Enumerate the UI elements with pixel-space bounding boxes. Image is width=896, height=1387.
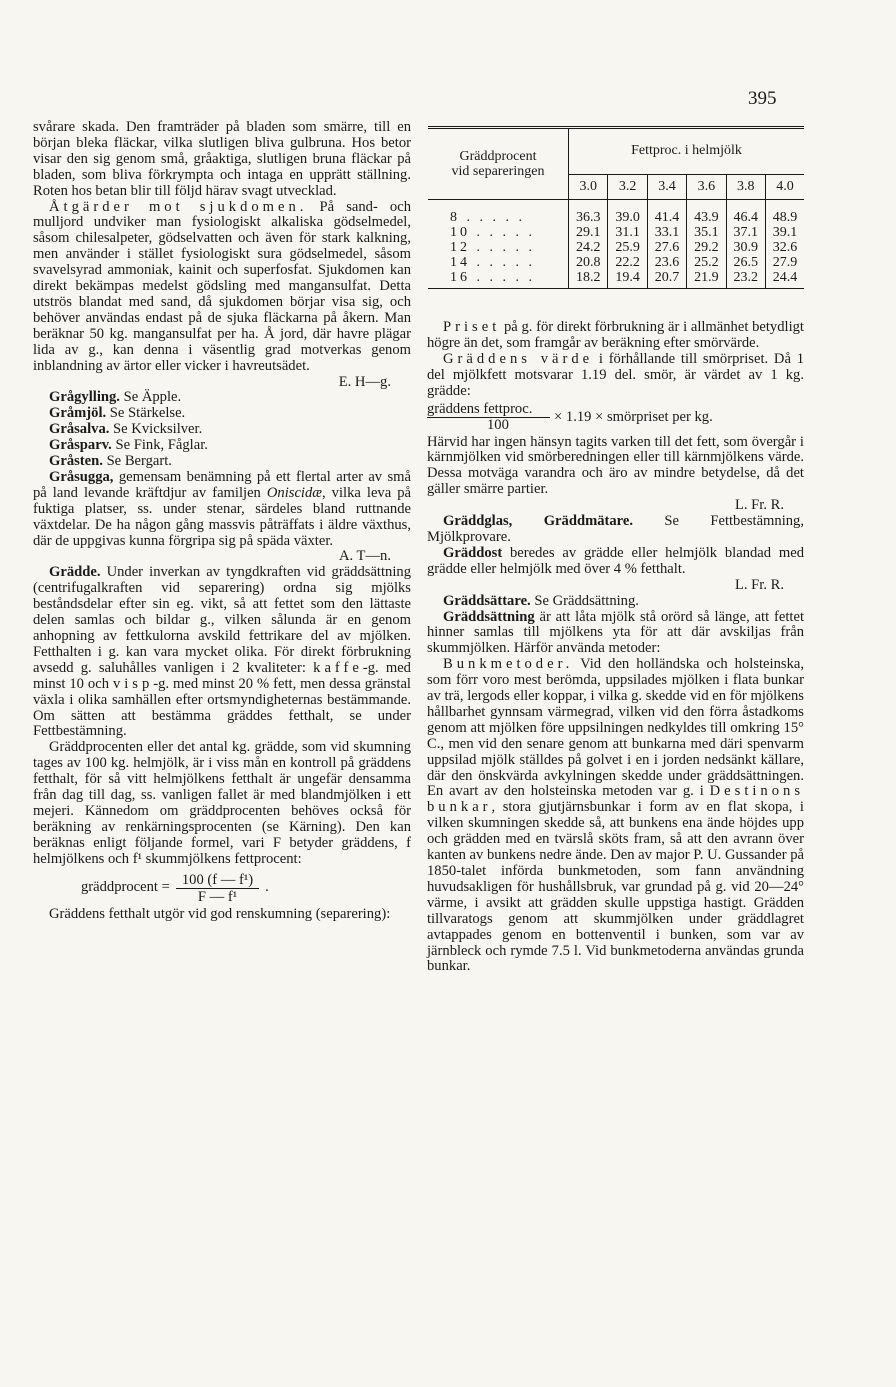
paragraph: Härvid har ingen hänsyn tagits varken till det fett, som övergår i kärnmjölken vid smörberedningen eller till kärnmjölkens värde. Dessa motväga varandra och äro av mindre betydelse, då det gäller smärre partier. [427,433,804,498]
table-row [428,240,804,255]
column-header: 3.4 [647,174,686,199]
cell: 41.4 [647,200,686,226]
cell: 23.6 [647,255,686,270]
paragraph: Gräddens värde i förhållande till smörpriset. Då 1 del mjölkfett motsvarar 1.19 del. smör, är värdet av 1 kg. grädde: [427,350,805,399]
entry: Gråsalva. Se Kvicksilver. [49,421,203,438]
column-header: 3.2 [608,174,647,199]
cell: 33.1 [647,225,686,240]
entry-term: Gråsparv. [49,437,112,454]
spaced-heading: Åtgärder mot sjukdomen. [49,198,308,215]
cell: 37.1 [726,225,765,240]
column-header: 4.0 [765,174,804,199]
entry-term: Gråsten. [49,453,103,470]
cell: 39.0 [608,200,647,226]
table-row [428,200,804,226]
cell: 39.1 [772,225,798,240]
entry-term: Gräddglas, Gräddmätare. [443,513,634,530]
table-row [428,225,804,240]
entry: Gräddost beredes av grädde eller helmjölk blandad med grädde eller helmjölk med över 4 % fetthalt. [427,544,804,577]
entry: Grågylling. Se Äpple. [49,389,182,406]
entry-term: Gräddsättare. [443,592,531,609]
spaced-heading: Bunkmetoder. [443,656,574,673]
cell: 29.1 [569,225,608,240]
entry-term: Grädde. [49,564,101,581]
entry-term: Gräddost [443,544,503,561]
paragraph: Åtgärder mot sjukdomen. På sand- och mulljord undviker man fysiologiskt alkaliska gödselmedel, såsom chilesalpeter, gödselvatten och även för stark kalkning, men använder i stället fysiologiskt sura gödselmedel, såsom svavelsyrad ammoniak, kainit och superfosfat. Sjukdomen kan direkt bekämpas medelst gödsling med mangansulfat. Detta utströs blandat med sand, då sjukdomen börjar visa sig, och behöver användas endast på de sjuka fläckarna på åkern. Man beräknar 50 kg. mangansulfat per ha. Å jord, där havre plägar lida av g., kan denna i väsentlig grad motverkas genom inblandning av ärtor eller vicker i havreutsädet. [33,198,411,374]
row-label: 8 . . . . . [428,200,569,226]
row-label: 12 . . . . . [428,240,569,255]
table-header-fett: Fettproc. i helmjölk [569,128,805,175]
cell: 18.2 [569,270,608,289]
entry: Gräddglas, Gräddmätare. Se Fettbestämning, Mjölkprovare. [427,513,804,545]
fat-table [428,126,804,289]
entry: Gräddsättare. Se Gräddsättning. [443,592,639,609]
cell: 29.2 [687,240,726,255]
entry: Grädde. Under inverkan av tyngdkraften vid gräddsättning (centrifugalkraften vid separering) ordna sig mjölks beståndsdelar efter sin eg. vikt, så att fettet som den lättaste delen samlas och bildar g., vilken sålunda är en genom anhopning av fettkulorna avskild fettrikare del av mjölken. Fetthalten i g. kan vara mycket olika. För direkt förbrukning avsedd g. saluhålles vanligen i 2 kvaliteter: kaffe-g. med minst 10 och visp-g. med minst 20 % fett, men dessa gränstal växla i olika samhällen efter ortsmyndigheternas bestämmande. Om sätten att bestämma gräddes fetthalt, se under Fettbestämning. [33,564,411,740]
cell: 43.9 [687,200,726,226]
paragraph: Priset på g. för direkt förbrukning är i allmänhet betydligt högre än det, som framgår av beräkning efter smörvärde. [427,319,804,351]
row-label: 14 . . . . . [428,255,569,270]
entry: Gråmjöl. Se Stärkelse. [49,405,186,422]
entry-term: Gråmjöl. [49,405,107,422]
column-header: 3.6 [687,174,726,199]
table-row [428,255,804,270]
cell: 30.9 [726,240,765,255]
table-header-gradd: Gräddprocent vid separeringen [428,128,569,200]
row-label: 10 . . . . . [428,225,569,240]
entry-term: Gråsugga, [49,468,114,485]
cell: 20.7 [647,270,686,289]
spaced-heading: Gräddens värde [443,350,594,367]
cell: 25.9 [608,240,647,255]
cell: 25.2 [687,255,726,270]
entry: Gräddsättning är att låta mjölk stå orörd så länge, att fettet hinner samlas till mjölkens yta för att där avskiljas från skummjölken. Härför använda metoder: [427,608,804,657]
column-header: 3.8 [726,174,765,199]
cell: 24.4 [765,270,804,289]
entry: Gråsten. Se Bergart. [49,453,172,470]
cell: 46.4 [726,200,765,226]
entry: Gråsparv. Se Fink, Fåglar. [49,437,208,454]
cell: 24.2 [569,240,608,255]
cell: 22.2 [608,255,647,270]
signature: A. T—n. [338,548,391,565]
cell: 31.1 [608,225,647,240]
entry-term: Grågylling. [49,389,120,406]
paragraph: svårare skada. Den framträder på bladen som smärre, till en början bleka fläckar, vilka slutligen bliva gulbruna. Hos betor visar den sig genom små, gråaktiga, slutligen bruna fläckar på bladen, som bliva förkrympta och intaga en upprätt ställning. Roten hos betan blir till följd härav svagt utvecklad. [33,119,411,199]
signature: L. Fr. R. [734,576,784,593]
paragraph: Gräddprocenten eller det antal kg. grädde, som vid skumning tages av 100 kg. helmjölk, är i viss mån en kontroll på gräddens fetthalt, för så vitt helmjölkens fetthalt är ungefär densamma från dag till dag, ss. vanligen fallet är med blandmjölken i ett mejeri. Kännedom om gräddprocenten behöves också för beräkning av renkärningsprocenten (se Kärning). Den kan beräknas enligt följande formel, vari F betyder gräddens, f helmjölkens och f¹ skummjölkens fettprocent: [33,739,411,867]
cell: 32.6 [772,240,798,255]
signature: E. H—g. [338,373,391,390]
cell: 20.8 [569,255,608,270]
row-label: 16 . . . . . [428,270,569,289]
cell: 26.5 [726,255,765,270]
value-formula: $\frac{\text{gräddens fettproc.}}{100}$ × 1.19 × smörpriset per kg. [427,400,713,433]
signature: L. Fr. R. [734,497,784,514]
paragraph: Gräddens fetthalt utgör vid god renskumning (separering): [49,905,391,922]
entry-term: Gråsalva. [49,421,110,438]
cell: 27.9 [772,255,798,270]
cell: 21.9 [687,270,726,289]
gradd-formula: gräddprocent = $\frac{\text{100 (f — f¹)}}{\text{F — f¹}}$ . [81,871,269,905]
left-column [33,120,411,923]
spaced-heading: Priset [443,319,501,335]
column-header: 3.0 [569,174,608,199]
cell: 48.9 [772,210,798,225]
entry-term: Gräddsättning [443,608,535,625]
cell: 19.4 [608,270,647,289]
cell: 35.1 [687,225,726,240]
paragraph: Bunkmetoder. Vid den holländska och holsteinska, som förr voro mest berömda, uppsilades mjölken i flata bunkar av trä, lergods eller koppar, i vilka g. skedde vid en för mjölkens hållbarhet gynnsam värmegrad, vilken vid den förra åstadkoms genom att mjölken före uppsilningen nedkyldes till omkring 15° C., men vid den senare genom att bunkarna med däri spenvarm uppsilad mjölk ställdes på golvet i en i jorden nedsänkt källare, där den önskvärda avkylningen skedde under gräddsättningen. En avart av den holsteinska metoden var g. i Destinons bunkar, stora gjutjärnsbunkar i form av en flat skopa, i vilken skumningen skedde så, att bunkens ena ände höjdes upp och grädden med en tvärslå sköts fram, så att den avrann över kanten av bunkens nedre ände. Den av major P. U. Gussander på 1850-talet införda bunkmetoden, som fann användning huvudsakligen för hushållsbruk, var grundad på g. vid 20—24° värme, i avsikt att grädden skulle uppstiga hastigt. Grädden tillvaratogs genom att skummjölken under gräddlagret avtappades genom en bottenventil i bunken, som var av järnbleck och rymde 7.5 l. Vid bunkmetoderna användas grunda bunkar. [427,656,804,975]
cell: 27.6 [647,240,686,255]
right-column [427,320,804,975]
cell: 36.3 [569,200,608,226]
cell: 23.2 [726,270,765,289]
page-number: 395 [748,88,777,109]
entry: Gråsugga, gemensam benämning på ett flertal arter av små på land levande kräftdjur av familjen Oniscidæ, vilka leva på fuktiga platser, ss. under stenar, särdeles bland ruttnande växtdelar. De ha någon gång massvis påträffats i äldre växthus, där de uppgivas kunna förgripa sig på späda växter. [33,468,411,549]
table-row [428,270,804,289]
